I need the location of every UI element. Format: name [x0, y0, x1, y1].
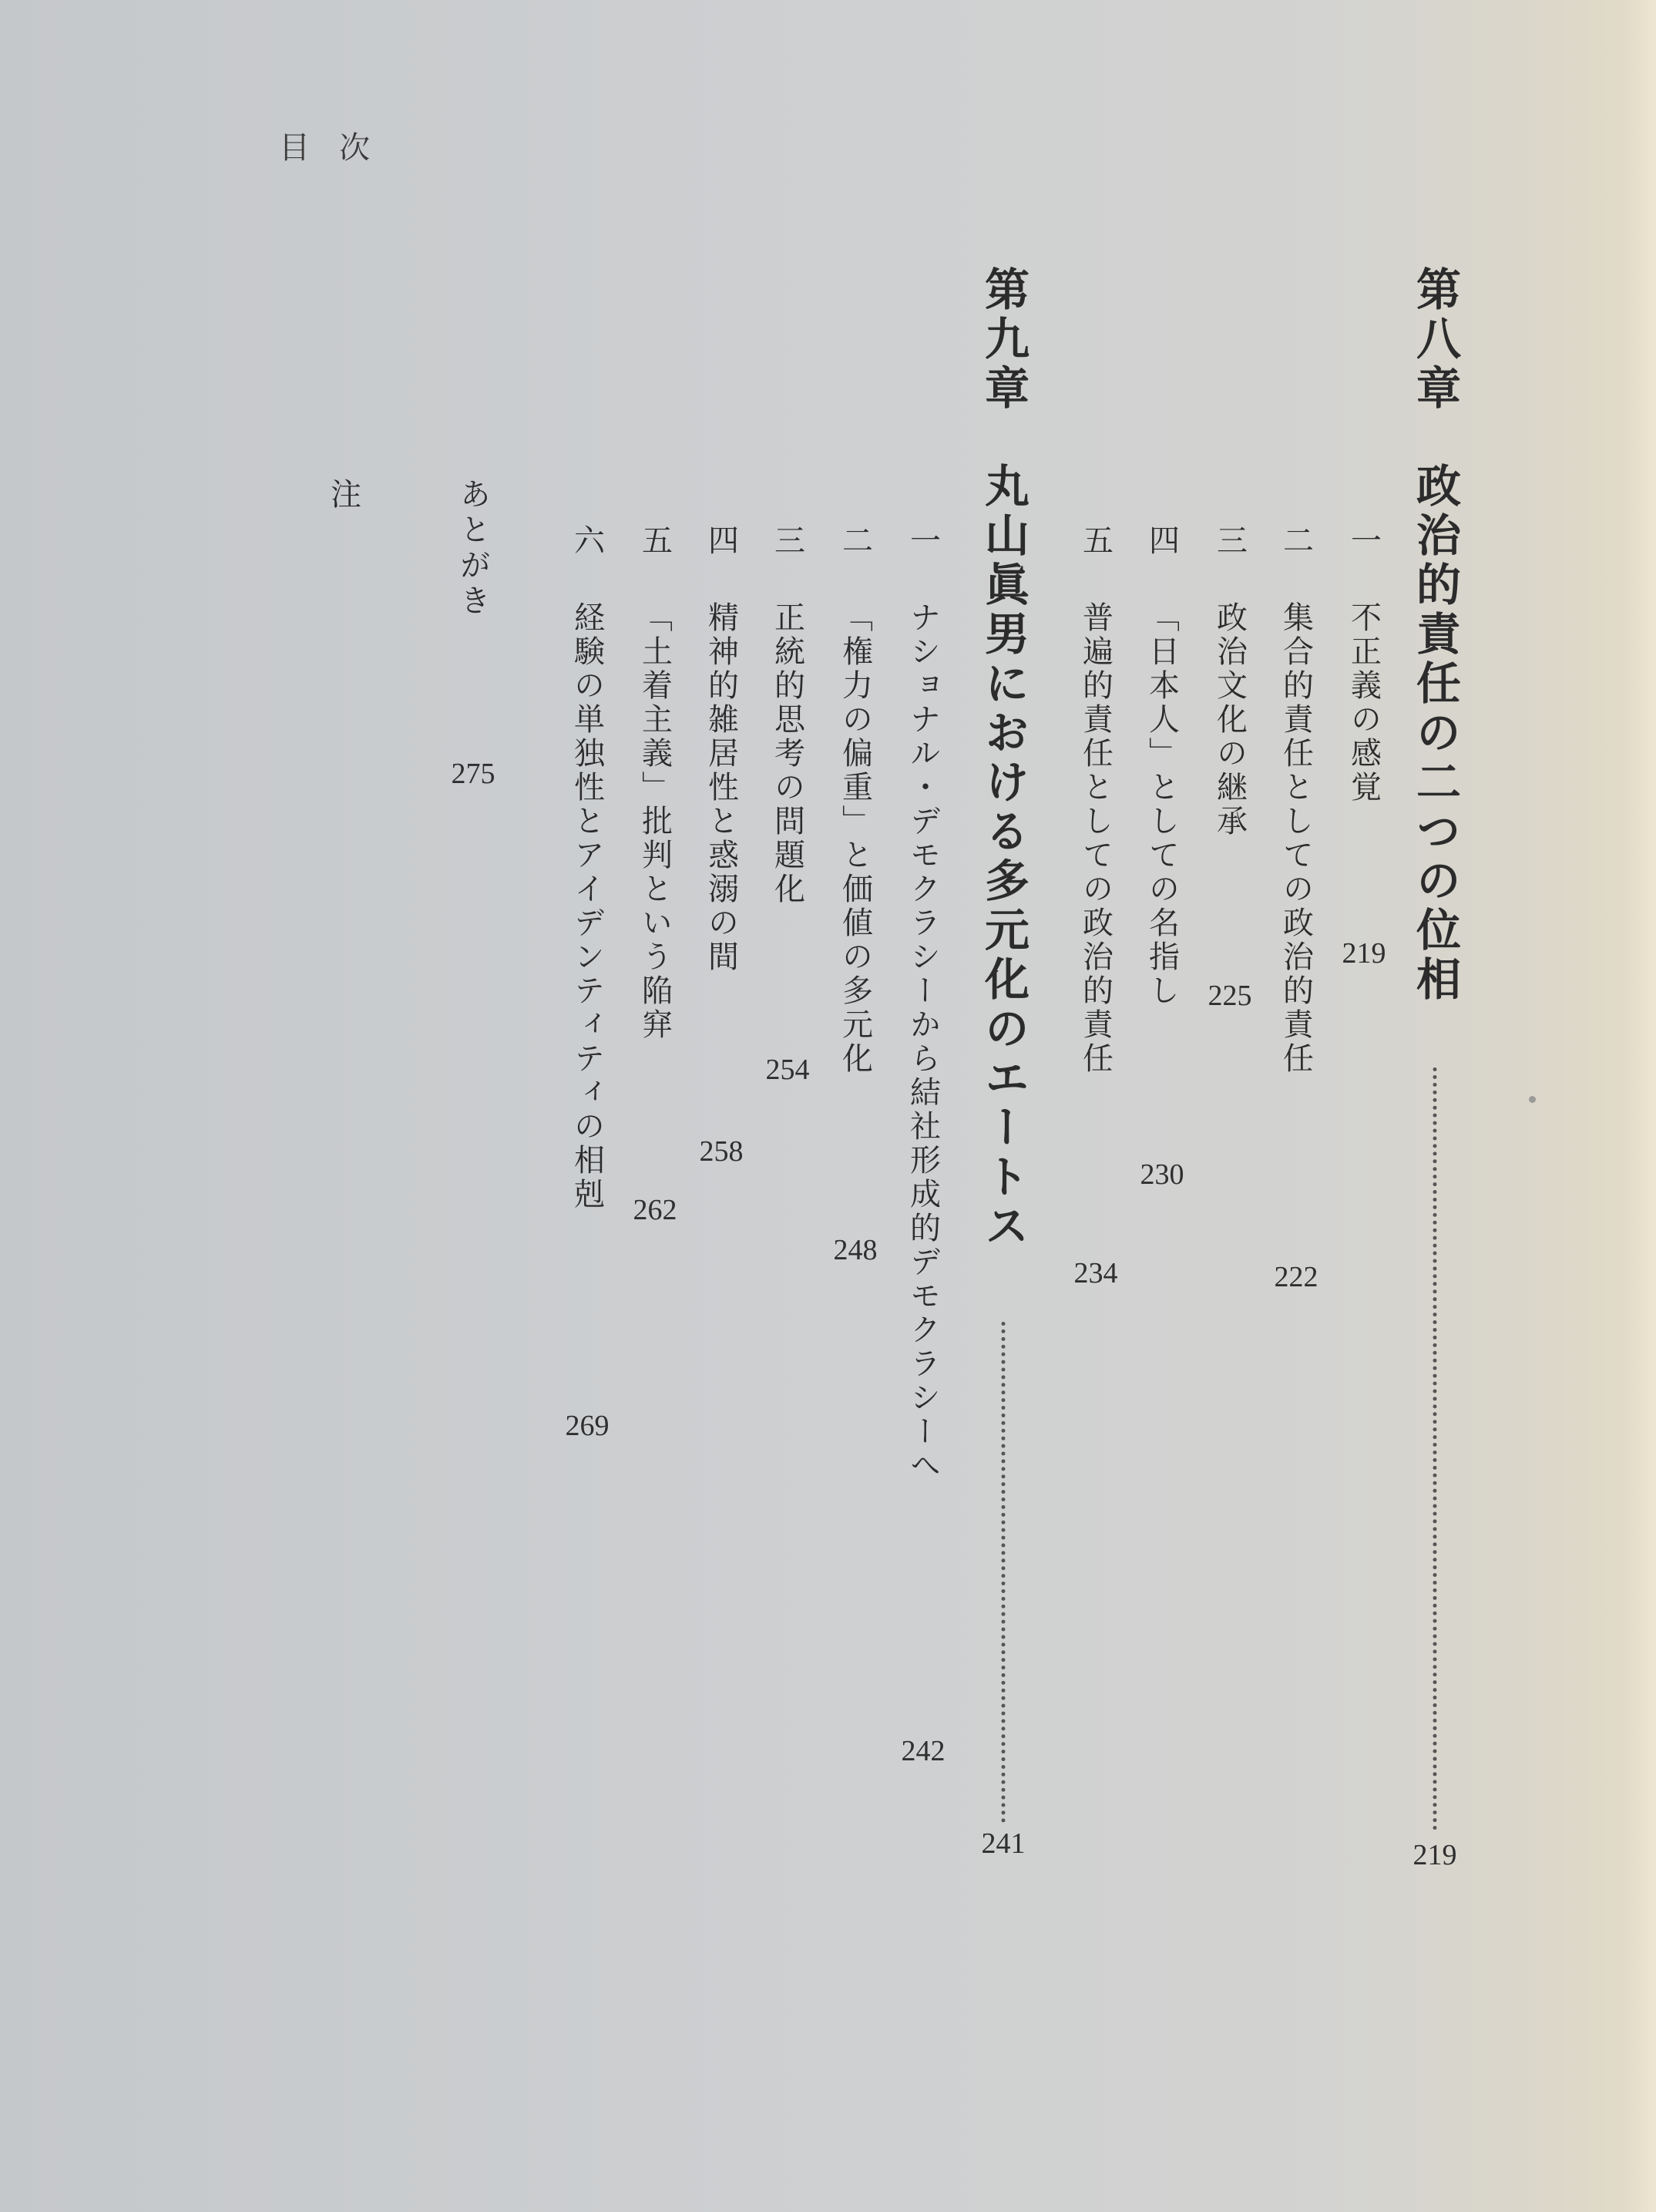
section-page: 242: [901, 1735, 946, 1767]
section-page: 269: [565, 1410, 610, 1442]
chapter-9-label: 第九章: [977, 266, 1030, 414]
chapter-8-label: 第八章: [1409, 266, 1461, 414]
section-title: 政治文化の継承: [1211, 601, 1248, 839]
section-number: 一: [905, 524, 941, 558]
section-title: 集合的責任としての政治的責任: [1278, 601, 1314, 1076]
section-number: 二: [1278, 524, 1314, 558]
afterword-page: 275: [451, 758, 495, 790]
chapter-8-leader: [1433, 1067, 1437, 1830]
section-title: 「日本人」としての名指し: [1144, 601, 1180, 1008]
section-number: 五: [1077, 524, 1114, 558]
section-number: 四: [703, 524, 739, 558]
section-title: 経験の単独性とアイデンティティの相剋: [569, 601, 605, 1212]
section-number: 二: [837, 524, 873, 558]
section-title: 精神的雑居性と惑溺の間: [703, 601, 739, 974]
section-page: 234: [1073, 1257, 1118, 1289]
section-number: 五: [637, 524, 673, 558]
section-title: 「権力の偏重」と価値の多元化: [837, 601, 873, 1076]
notes-title: 注: [325, 478, 361, 513]
section-number: 四: [1144, 524, 1180, 558]
section-page: 219: [1342, 937, 1386, 970]
section-page: 254: [765, 1054, 810, 1086]
chapter-9-page: 241: [981, 1827, 1026, 1860]
section-number: 三: [769, 524, 805, 558]
section-page: 222: [1274, 1261, 1318, 1293]
chapter-9-title: 丸山眞男における多元化のエートス: [977, 462, 1030, 1252]
section-title: 不正義の感覚: [1345, 601, 1382, 805]
section-number: 一: [1345, 524, 1382, 558]
section-number: 三: [1211, 524, 1248, 558]
afterword-title: あとがき: [455, 478, 491, 620]
section-number: 六: [569, 524, 605, 558]
section-page: 248: [833, 1234, 878, 1266]
toc-header: 目次: [279, 130, 399, 166]
section-page: 230: [1140, 1158, 1184, 1191]
section-title: 正統的思考の問題化: [769, 601, 805, 906]
chapter-8-title: 政治的責任の二つの位相: [1409, 462, 1461, 1005]
section-page: 225: [1208, 980, 1252, 1012]
section-title: 「土着主義」批判という陥穽: [637, 601, 673, 1042]
paper-speck: [1529, 1096, 1536, 1103]
section-title: ナショナル・デモクラシーから結社形成的デモクラシーへ: [905, 601, 941, 1483]
chapter-9-leader: [1002, 1322, 1006, 1823]
section-page: 258: [699, 1135, 744, 1168]
section-title: 普遍的責任としての政治的責任: [1077, 601, 1114, 1076]
page-edge-shade: [1625, 0, 1656, 2212]
chapter-8-page: 219: [1412, 1839, 1457, 1871]
section-page: 262: [633, 1194, 677, 1226]
